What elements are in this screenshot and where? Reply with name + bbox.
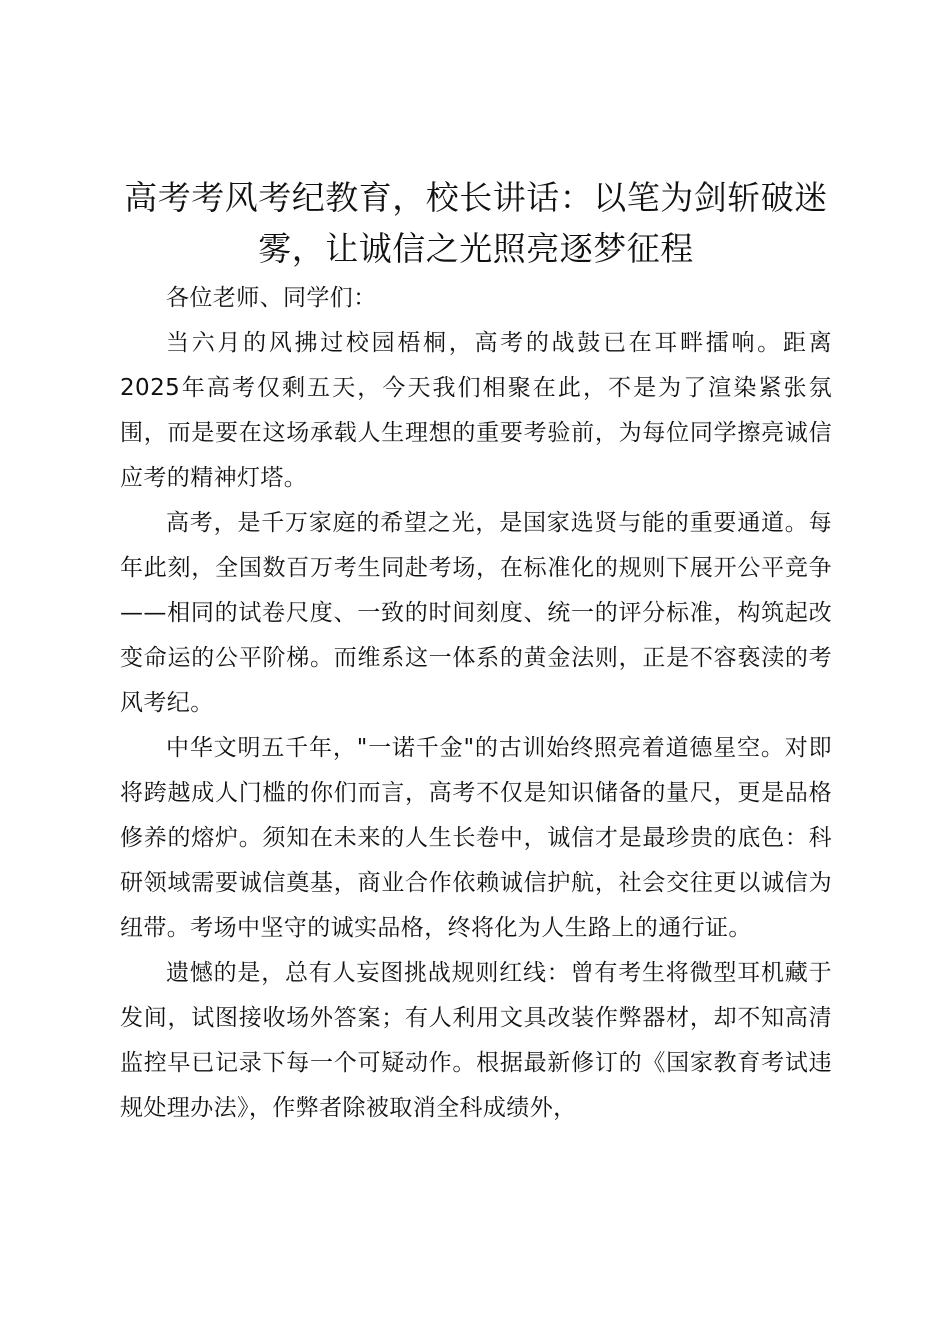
paragraph-4: 遗憾的是，总有人妄图挑战规则红线：曾有考生将微型耳机藏于发间，试图接收场外答案；有人利用文具改装作弊器材，却不知高清监控早已记录下每一个可疑动作。根据最新修订的《国家教育考试违规处理办法》，作弊者除被取消全科成绩外， [120, 960, 832, 1121]
paragraph-3: 中华文明五千年，"一诺千金"的古训始终照亮着道德星空。对即将跨越成人门槛的你们而言，高考不仅是知识储备的量尺，更是品格修养的熔炉。须知在未来的人生长卷中，诚信才是最珍贵的底色：科研领域需要诚信奠基，商业合作依赖诚信护航，社会交往更以诚信为纽带。考场中坚守的诚实品格，终将化为人生路上的通行证。 [120, 735, 832, 941]
document-title: 高考考风考纪教育，校长讲话：以笔为剑斩破迷雾，让诚信之光照亮逐梦征程 [124, 178, 828, 268]
paragraph-2: 高考，是千万家庭的希望之光，是国家选贤与能的重要通道。每年此刻，全国数百万考生同赴考场，在标准化的规则下展开公平竞争——相同的试卷尺度、一致的时间刻度、统一的评分标准，构筑起改变命运的公平阶梯。而维系这一体系的黄金法则，正是不容亵渎的考风考纪。 [120, 510, 832, 716]
paragraph-1: 当六月的风拂过校园梧桐，高考的战鼓已在耳畔擂响。距离2025年高考仅剩五天，今天我们相聚在此，不是为了渲染紧张氛围，而是要在这场承载人生理想的重要考验前，为每位同学擦亮诚信应考的精神灯塔。 [120, 330, 832, 491]
salutation: 各位老师、同学们： [166, 285, 377, 311]
document-page [120, 172, 832, 1131]
